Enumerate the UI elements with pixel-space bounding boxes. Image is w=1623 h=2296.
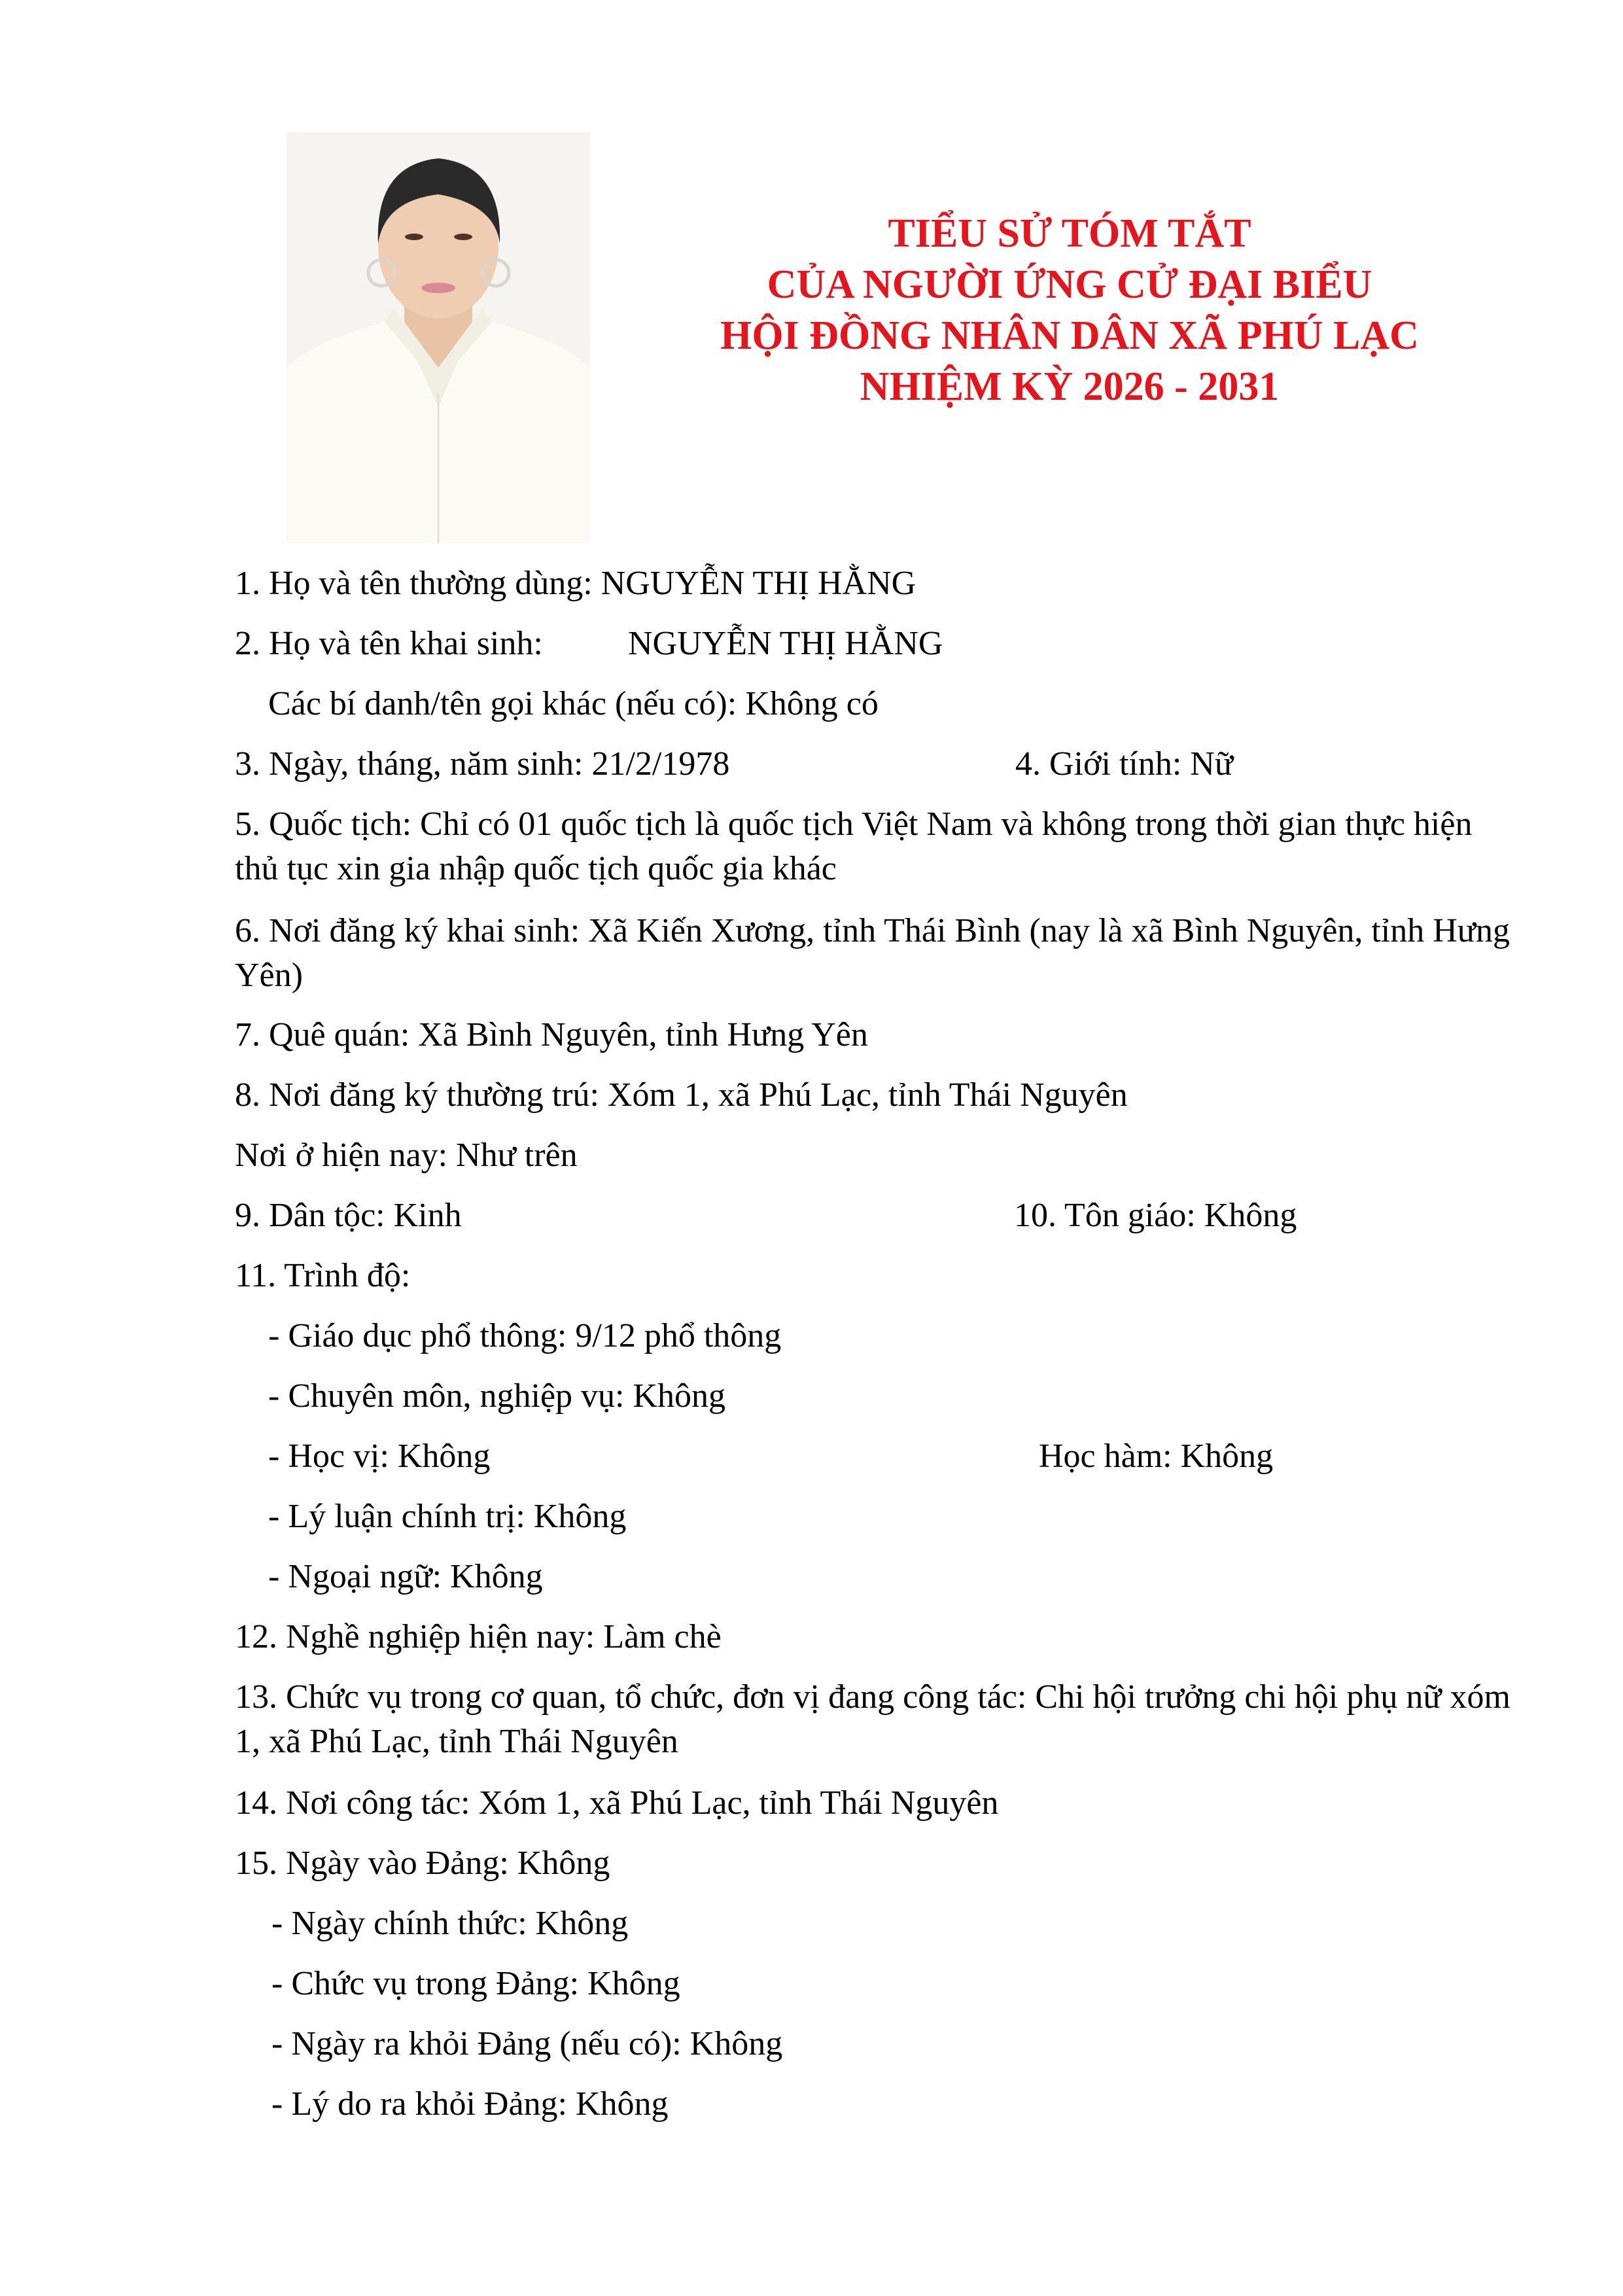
portrait-photo	[287, 132, 590, 543]
field-birth-name-value: NGUYỄN THỊ HẰNG	[628, 625, 943, 662]
field-party-position: - Chức vụ trong Đảng: Không	[271, 1965, 680, 2002]
document-title	[628, 208, 1511, 412]
field-nationality: 5. Quốc tịch: Chỉ có 01 quốc tịch là quốc tịch Việt Nam và không trong thời gian thực hiện thủ tục xin gia nhập quốc tịch quốc gia khác	[235, 805, 1473, 887]
field-occupation: 12. Nghề nghiệp hiện nay: Làm chè	[235, 1618, 722, 1655]
field-party-leave-date: - Ngày ra khỏi Đảng (nếu có): Không	[271, 2025, 783, 2062]
field-position: 13. Chức vụ trong cơ quan, tổ chức, đơn vị đang công tác: Chi hội trưởng chi hội phụ nữ xóm 1, xã Phú Lạc, tỉnh Thái Nguyên	[235, 1678, 1510, 1760]
field-education-heading: 11. Trình độ:	[235, 1257, 411, 1294]
field-party-official-date: - Ngày chính thức: Không	[271, 1905, 629, 1942]
field-gender: 4. Giới tính: Nữ	[1015, 745, 1234, 783]
title-line-2: CỦA NGƯỜI ỨNG CỬ ĐẠI BIỂU	[767, 262, 1372, 307]
field-birth-name-label: 2. Họ và tên khai sinh:	[235, 625, 543, 662]
field-academic-degree: - Học vị: Không	[268, 1438, 491, 1475]
title-line-3: HỘI ĐỒNG NHÂN DÂN XÃ PHÚ LẠC	[720, 313, 1419, 358]
field-professional-qualification: - Chuyên môn, nghiệp vụ: Không	[268, 1377, 726, 1415]
portrait-image-icon	[287, 132, 590, 543]
field-common-name: 1. Họ và tên thường dùng: NGUYỄN THỊ HẰNG	[235, 565, 916, 602]
field-ethnicity: 9. Dân tộc: Kinh	[235, 1197, 462, 1234]
field-religion: 10. Tôn giáo: Không	[1014, 1197, 1297, 1234]
title-line-1: TIỂU SỬ TÓM TẮT	[888, 211, 1251, 256]
field-birth-registration-place: 6. Nơi đăng ký khai sinh: Xã Kiến Xương, tỉnh Thái Bình (nay là xã Bình Nguyên, tỉnh Hưng Yên)	[235, 912, 1510, 994]
field-foreign-language: - Ngoại ngữ: Không	[268, 1558, 543, 1595]
field-academic-title: Học hàm: Không	[1039, 1438, 1274, 1475]
field-current-residence: Nơi ở hiện nay: Như trên	[235, 1137, 578, 1174]
field-permanent-residence: 8. Nơi đăng ký thường trú: Xóm 1, xã Phú Lạc, tỉnh Thái Nguyên	[235, 1076, 1128, 1114]
field-party-join-date: 15. Ngày vào Đảng: Không	[235, 1845, 610, 1882]
field-hometown: 7. Quê quán: Xã Bình Nguyên, tỉnh Hưng Yên	[235, 1016, 868, 1053]
field-aliases: Các bí danh/tên gọi khác (nếu có): Không có	[268, 685, 879, 722]
field-workplace: 14. Nơi công tác: Xóm 1, xã Phú Lạc, tỉnh Thái Nguyên	[235, 1784, 999, 1822]
title-line-4: NHIỆM KỲ 2026 - 2031	[860, 364, 1280, 409]
field-party-leave-reason: - Lý do ra khỏi Đảng: Không	[271, 2085, 669, 2123]
field-general-education: - Giáo dục phổ thông: 9/12 phổ thông	[268, 1317, 782, 1354]
field-political-theory: - Lý luận chính trị: Không	[268, 1498, 627, 1535]
field-date-of-birth: 3. Ngày, tháng, năm sinh: 21/2/1978	[235, 745, 730, 783]
